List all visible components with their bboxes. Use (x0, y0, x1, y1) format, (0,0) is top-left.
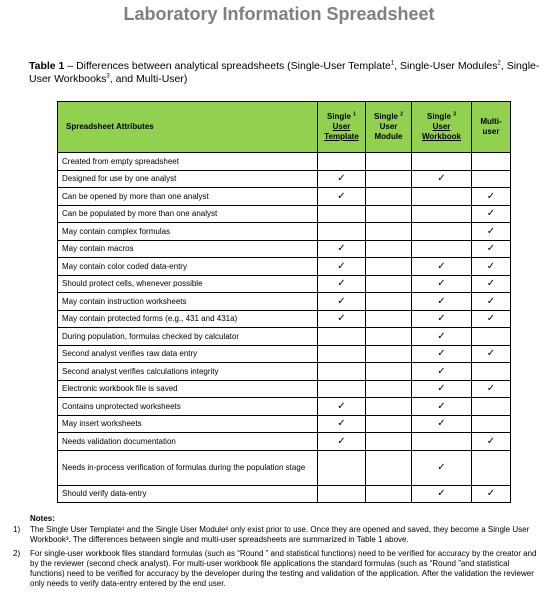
checkmark-icon: ✓ (437, 462, 446, 473)
cell-multi-user (472, 345, 511, 363)
cell-single-user-module (366, 380, 412, 398)
checkmark-icon: ✓ (486, 488, 496, 500)
header-line: Module (374, 132, 403, 141)
checkmark-icon: ✓ (337, 243, 346, 255)
caption-sup: 3 (106, 73, 110, 80)
header-single-user-module (366, 102, 412, 153)
cell-single-user-workbook (412, 433, 472, 451)
cell-single-user-template (318, 310, 366, 328)
header-single-user-workbook (412, 102, 472, 153)
row-attribute-label: Electronic workbook file is saved (58, 380, 318, 398)
cell-single-user-template (318, 205, 366, 223)
header-line: User (332, 122, 351, 131)
cell-single-user-template (318, 363, 366, 381)
cell-single-user-template (318, 293, 366, 311)
header-line: Single (373, 112, 398, 121)
cell-multi-user (472, 188, 511, 206)
row-attribute-label: Needs validation documentation (58, 433, 318, 451)
cell-single-user-template (318, 240, 366, 258)
checkmark-icon: ✓ (437, 330, 446, 342)
cell-single-user-template (318, 258, 366, 276)
cell-multi-user (472, 275, 511, 293)
cell-multi-user (472, 310, 511, 328)
cell-single-user-template (318, 450, 366, 485)
checkmark-icon: ✓ (437, 365, 446, 377)
row-attribute-label: Can be populated by more than one analyst (58, 205, 318, 223)
note-item (13, 549, 545, 589)
cell-single-user-workbook (412, 345, 472, 363)
checkmark-icon: ✓ (486, 383, 496, 395)
cell-single-user-workbook (412, 293, 472, 311)
checkmark-icon: ✓ (337, 190, 346, 202)
cell-single-user-module (366, 170, 412, 188)
cell-single-user-template (318, 380, 366, 398)
cell-single-user-module (366, 345, 412, 363)
cell-single-user-workbook (412, 205, 472, 223)
checkmark-icon: ✓ (437, 418, 446, 430)
row-attribute-label: May insert worksheets (58, 415, 318, 433)
table-row (58, 223, 511, 241)
cell-single-user-workbook (412, 328, 472, 346)
checkmark-icon: ✓ (337, 278, 346, 290)
table-row (58, 415, 511, 433)
row-attribute-label: Needs in-process verification of formulas during the population stage (58, 450, 318, 485)
checkmark-icon: ✓ (486, 243, 496, 255)
checkmark-icon: ✓ (486, 260, 496, 272)
checkmark-icon: ✓ (437, 313, 446, 325)
cell-single-user-module (366, 205, 412, 223)
cell-single-user-module (366, 223, 412, 241)
cell-single-user-module (366, 240, 412, 258)
row-attribute-label: Contains unprotected worksheets (58, 398, 318, 416)
checkmark-icon: ✓ (337, 418, 346, 430)
table-row (58, 153, 511, 171)
cell-single-user-workbook (412, 415, 472, 433)
checkmark-icon: ✓ (437, 488, 446, 500)
cell-single-user-module (366, 328, 412, 346)
cell-multi-user (472, 363, 511, 381)
cell-multi-user (472, 433, 511, 451)
caption-label: Table 1 (29, 60, 65, 72)
note-number: 1) (13, 525, 21, 534)
note-text: The Single User Template¹ and the Single User Module² only exist prior to use. Once they are opened and saved, they become a Single User Workbook³. The differences between single and multi-user spreadsheets are summarized in Table 1 above. (30, 525, 530, 544)
row-attribute-label: Should protect cells, whenever possible (58, 275, 318, 293)
header-attributes: Spreadsheet Attributes (58, 102, 318, 153)
note-item (13, 525, 545, 545)
cell-single-user-template (318, 275, 366, 293)
header-line: user (482, 127, 500, 136)
cell-multi-user (472, 223, 511, 241)
cell-single-user-template (318, 153, 366, 171)
header-single-user-template (318, 102, 366, 153)
caption-text: , Single-User Modules (394, 60, 498, 72)
checkmark-icon: ✓ (486, 208, 496, 220)
checkmark-icon: ✓ (486, 278, 496, 290)
checkmark-icon: ✓ (486, 348, 496, 360)
header-line: User (432, 122, 451, 131)
checkmark-icon: ✓ (437, 173, 446, 185)
row-attribute-label: May contain macros (58, 240, 318, 258)
header-line: Template (324, 132, 359, 141)
row-attribute-label: Second analyst verifies calculations integrity (58, 363, 318, 381)
cell-single-user-module (366, 363, 412, 381)
cell-single-user-workbook (412, 380, 472, 398)
header-line: Single (326, 112, 351, 121)
cell-single-user-workbook (412, 188, 472, 206)
checkmark-icon: ✓ (437, 260, 446, 272)
cell-multi-user (472, 380, 511, 398)
cell-single-user-template (318, 170, 366, 188)
table-row (58, 293, 511, 311)
row-attribute-label: Created from empty spreadsheet (58, 153, 318, 171)
page-title: Laboratory Information Spreadsheet (123, 4, 435, 24)
table-row (58, 310, 511, 328)
caption-text: – Differences between analytical spreadsheets (Single-User Template (64, 60, 391, 72)
note-number: 2) (13, 549, 21, 558)
header-sup: 3 (453, 111, 457, 118)
header-line: Single (426, 112, 451, 121)
checkmark-icon: ✓ (337, 313, 346, 325)
cell-single-user-template (318, 223, 366, 241)
checkmark-icon: ✓ (437, 348, 446, 360)
header-line: Multi- (480, 117, 502, 126)
cell-single-user-workbook (412, 153, 472, 171)
row-attribute-label: Should verify data-entry (58, 485, 318, 503)
cell-multi-user (472, 170, 511, 188)
cell-single-user-workbook (412, 450, 472, 485)
cell-single-user-workbook (412, 275, 472, 293)
cell-multi-user (472, 205, 511, 223)
cell-single-user-template (318, 345, 366, 363)
cell-single-user-template (318, 415, 366, 433)
cell-single-user-module (366, 153, 412, 171)
checkmark-icon: ✓ (337, 173, 346, 185)
cell-single-user-module (366, 188, 412, 206)
table-row (58, 205, 511, 223)
row-attribute-label: May contain complex formulas (58, 223, 318, 241)
notes-heading: Notes: (30, 514, 55, 523)
cell-multi-user (472, 328, 511, 346)
row-attribute-label: May contain color coded data-entry (58, 258, 318, 276)
cell-multi-user (472, 485, 511, 503)
cell-single-user-module (366, 310, 412, 328)
row-attribute-label: May contain instruction worksheets (58, 293, 318, 311)
cell-single-user-workbook (412, 170, 472, 188)
row-attribute-label: During population, formulas checked by calculator (58, 328, 318, 346)
table-row (58, 363, 511, 381)
caption-sup: 1 (390, 60, 395, 67)
row-attribute-label: Can be opened by more than one analyst (58, 188, 318, 206)
cell-single-user-workbook (412, 258, 472, 276)
cell-multi-user (472, 398, 511, 416)
checkmark-icon: ✓ (337, 435, 346, 447)
notes-section (13, 514, 545, 593)
attributes-table (57, 101, 511, 503)
checkmark-icon: ✓ (486, 225, 496, 237)
cell-single-user-template (318, 328, 366, 346)
row-attribute-label: Second analyst verifies raw data entry (58, 345, 318, 363)
cell-single-user-module (366, 415, 412, 433)
table-body (58, 153, 511, 503)
cell-single-user-template (318, 485, 366, 503)
checkmark-icon: ✓ (437, 383, 446, 395)
table-row (58, 275, 511, 293)
checkmark-icon: ✓ (486, 295, 496, 307)
table-row (58, 380, 511, 398)
row-attribute-label: Designed for use by one analyst (58, 170, 318, 188)
cell-single-user-workbook (412, 398, 472, 416)
caption-text: , and Multi-User) (109, 73, 188, 85)
table-header-row (58, 102, 511, 153)
row-attribute-label: May contain protected forms (e.g., 431 and 431a) (58, 310, 318, 328)
table-row (58, 170, 511, 188)
header-multi-user (472, 102, 511, 153)
table-row (58, 433, 511, 451)
cell-single-user-module (366, 398, 412, 416)
cell-single-user-module (366, 433, 412, 451)
table-row (58, 188, 511, 206)
cell-single-user-workbook (412, 363, 472, 381)
checkmark-icon: ✓ (437, 295, 446, 307)
cell-multi-user (472, 415, 511, 433)
cell-single-user-module (366, 450, 412, 485)
header-sup: 1 (353, 111, 357, 118)
header-sup: 2 (400, 111, 404, 118)
table-row (58, 258, 511, 276)
caption-sup: 2 (497, 60, 501, 67)
table-row (58, 328, 511, 346)
cell-single-user-template (318, 398, 366, 416)
cell-multi-user (472, 450, 511, 485)
checkmark-icon: ✓ (437, 278, 446, 290)
table-row (58, 240, 511, 258)
cell-single-user-template (318, 188, 366, 206)
cell-single-user-workbook (412, 485, 472, 503)
cell-multi-user (472, 153, 511, 171)
header-line: Workbook (422, 132, 461, 141)
cell-multi-user (472, 293, 511, 311)
table-row (58, 398, 511, 416)
checkmark-icon: ✓ (337, 260, 346, 272)
header-line: User (379, 122, 398, 131)
cell-multi-user (472, 258, 511, 276)
cell-single-user-template (318, 433, 366, 451)
caption-text: , Single-User Workbooks (29, 60, 540, 85)
table-row (58, 450, 511, 485)
checkmark-icon: ✓ (486, 190, 496, 202)
cell-single-user-workbook (412, 310, 472, 328)
checkmark-icon: ✓ (486, 435, 496, 447)
cell-single-user-module (366, 293, 412, 311)
checkmark-icon: ✓ (437, 400, 446, 412)
note-text: For single-user workbook files standard formulas (such as “Round ” and statistical functions) need to be verified for accuracy by the creator and by the reviewer (second check analyst). For multi-user workbook file applications the standard formulas (such as “Round ”and statistical functions) need to be verified for accuracy by the developer during the testing and validation of the application. After the validation the reviewer only needs to verify data-entry entered by the end user. (30, 549, 537, 588)
checkmark-icon: ✓ (337, 400, 346, 412)
checkmark-icon: ✓ (337, 295, 346, 307)
cell-single-user-workbook (412, 240, 472, 258)
cell-single-user-module (366, 258, 412, 276)
checkmark-icon: ✓ (486, 313, 496, 325)
cell-single-user-module (366, 485, 412, 503)
table-row (58, 485, 511, 503)
table-row (58, 345, 511, 363)
cell-single-user-module (366, 275, 412, 293)
table-caption (29, 60, 549, 86)
cell-single-user-workbook (412, 223, 472, 241)
cell-multi-user (472, 240, 511, 258)
